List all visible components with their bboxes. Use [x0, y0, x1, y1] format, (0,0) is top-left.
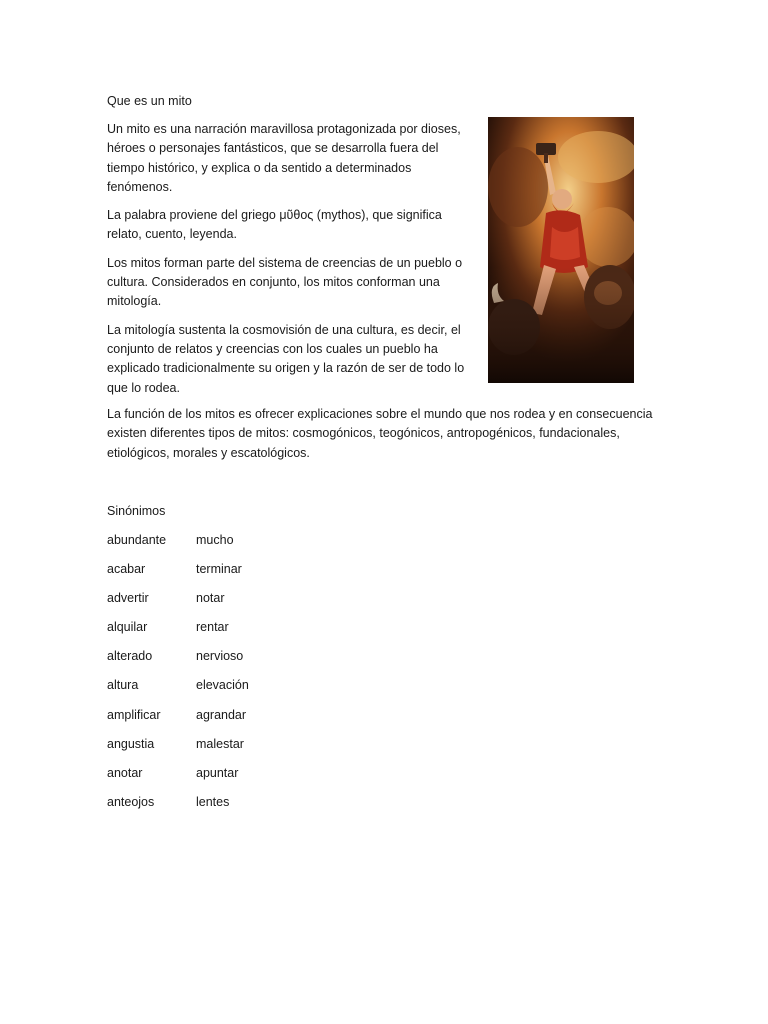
synonym-row	[107, 676, 316, 705]
synonym-value: rentar	[196, 620, 229, 635]
synonym-word: amplificar	[107, 707, 161, 722]
synonyms-list	[107, 531, 316, 822]
myth-painting-image	[488, 117, 634, 383]
intro-text-block	[107, 120, 475, 407]
synonym-row	[107, 706, 316, 735]
synonym-row	[107, 647, 316, 676]
synonym-word: altura	[107, 678, 139, 693]
synonym-row	[107, 531, 316, 560]
synonym-row	[107, 618, 316, 647]
synonym-value: elevación	[196, 678, 249, 693]
synonym-value: lentes	[196, 794, 230, 809]
intro-paragraph: Los mitos forman parte del sistema de creencias de un pueblo o cultura. Considerados en conjunto, los mitos conforman una mitología.	[107, 255, 463, 309]
synonym-value: terminar	[196, 562, 242, 577]
synonym-word: acabar	[107, 562, 146, 577]
synonym-word: anteojos	[107, 794, 155, 809]
synonym-value: nervioso	[196, 649, 244, 664]
synonym-row	[107, 735, 316, 764]
synonym-row	[107, 764, 316, 793]
synonyms-heading: Sinónimos	[107, 504, 166, 518]
synonym-word: advertir	[107, 591, 149, 606]
synonym-word: alquilar	[107, 620, 148, 635]
synonym-value: malestar	[196, 736, 244, 751]
synonym-word: anotar	[107, 765, 143, 780]
synonym-value: apuntar	[196, 765, 239, 780]
document-title: Que es un mito	[107, 94, 192, 108]
functions-paragraph: La función de los mitos es ofrecer explicaciones sobre el mundo que nos rodea y en consecuencia existen diferentes tipos de mitos: cosmogónicos, teogónicos, antropogénicos, fundacionales, etiológicos, morales y escatológicos.	[107, 407, 653, 460]
synonym-row	[107, 560, 316, 589]
synonym-row	[107, 589, 316, 618]
intro-paragraph: La mitología sustenta la cosmovisión de una cultura, es decir, el conjunto de relatos y creencias con los cuales un pueblo ha explicado tradicionalmente su origen y la razón de ser de todo lo que lo rodea.	[107, 322, 465, 395]
synonym-row	[107, 793, 316, 822]
intro-paragraph: Un mito es una narración maravillosa protagonizada por dioses, héroes o personajes fantásticos, que se desarrolla fuera del tiempo histórico, y explica o da sentido a determinados fenómenos.	[107, 122, 461, 194]
intro-paragraph: La palabra proviene del griego μῦθος (mythos), que significa relato, cuento, leyenda.	[107, 208, 442, 242]
synonym-word: alterado	[107, 649, 153, 664]
synonym-value: agrandar	[196, 707, 247, 722]
synonym-word: abundante	[107, 533, 167, 547]
synonym-value: notar	[196, 591, 225, 606]
synonym-value: mucho	[196, 533, 234, 547]
painting-illustration	[488, 117, 634, 383]
synonym-word: angustia	[107, 736, 155, 751]
